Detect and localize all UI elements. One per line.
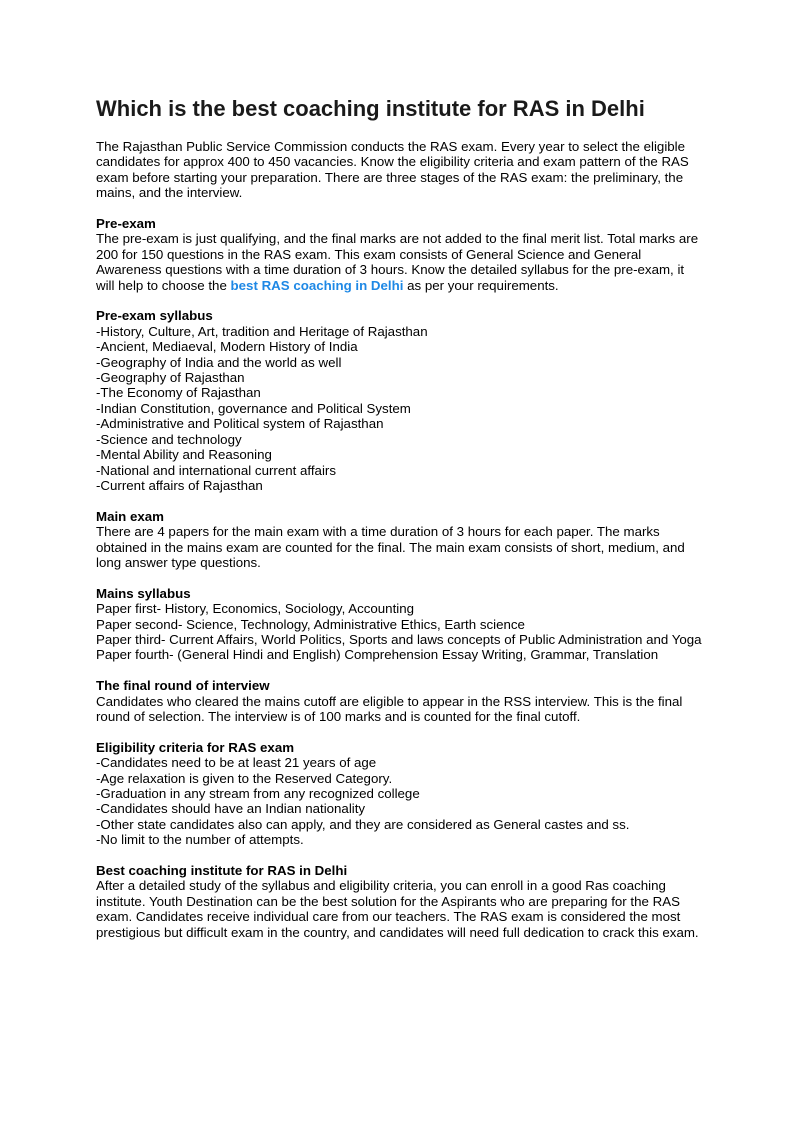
list-item: -Other state candidates also can apply, and they are considered as General castes and ss. <box>96 816 630 832</box>
pre-exam-text-after-link: as per your requirements. <box>403 277 559 293</box>
list-item: -The Economy of Rajasthan <box>96 385 261 401</box>
list-item: -Indian Constitution, governance and Political System <box>96 400 411 416</box>
list-item: -Candidates should have an Indian nationality <box>96 801 366 817</box>
mains-syllabus-section <box>96 586 706 663</box>
list-item: -Current affairs of Rajasthan <box>96 477 263 493</box>
pre-exam-syllabus-section <box>96 308 706 493</box>
list-item: -Ancient, Mediaeval, Modern History of India <box>96 339 358 355</box>
best-coaching-section <box>96 863 706 940</box>
pre-exam-text-before-link: The pre-exam is just qualifying, and the final marks are not added to the final merit list. Total marks are 200 for 150 questions in the RAS exam. This exam consists of General Science and General Awareness questions with a time duration of 3 hours. Know the detailed syllabus for the pre-exam, it will help to choose the <box>96 231 699 293</box>
main-exam-section <box>96 509 706 571</box>
list-item: -Science and technology <box>96 431 242 447</box>
list-item: -No limit to the number of attempts. <box>96 832 304 848</box>
main-exam-paragraph: There are 4 papers for the main exam with a time duration of 3 hours for each paper. The marks obtained in the mains exam are counted for the final. The main exam consists of short, medium, and long answer type questions. <box>96 524 685 570</box>
best-ras-coaching-link[interactable]: best RAS coaching in Delhi <box>230 277 404 293</box>
list-item: Paper first- History, Economics, Sociology, Accounting <box>96 601 415 617</box>
mains-syllabus-heading: Mains syllabus <box>96 585 191 601</box>
list-item: -National and international current affairs <box>96 462 336 478</box>
interview-heading: The final round of interview <box>96 678 270 694</box>
list-item: Paper second- Science, Technology, Administrative Ethics, Earth science <box>96 616 525 632</box>
list-item: -History, Culture, Art, tradition and Heritage of Rajasthan <box>96 323 428 339</box>
eligibility-section <box>96 740 706 848</box>
pre-exam-syllabus-list <box>96 324 706 493</box>
pre-exam-heading: Pre-exam <box>96 216 156 232</box>
intro-paragraph: The Rajasthan Public Service Commission conducts the RAS exam. Every year to select the eligible candidates for approx 400 to 450 vacancies. Know the eligibility criteria and exam pattern of the RAS exam before starting your preparation. There are three stages of the RAS exam: the preliminary, the mains, and the interview. <box>96 139 689 201</box>
page-title: Which is the best coaching institute for RAS in Delhi <box>96 96 645 121</box>
best-coaching-paragraph: After a detailed study of the syllabus and eligibility criteria, you can enroll in a good Ras coaching institute. Youth Destination can be the best solution for the Aspirants who are preparing for the RAS exam. Candidates receive individual care from our teachers. The RAS exam is considered the most prestigious but difficult exam in the country, and candidates will need full dedication to crack this exam. <box>96 878 699 940</box>
interview-section <box>96 678 706 724</box>
list-item: -Mental Ability and Reasoning <box>96 447 272 463</box>
eligibility-list <box>96 755 706 847</box>
list-item: -Administrative and Political system of Rajasthan <box>96 416 384 432</box>
list-item: -Age relaxation is given to the Reserved Category. <box>96 770 393 786</box>
list-item: Paper third- Current Affairs, World Politics, Sports and laws concepts of Public Administration and Yoga <box>96 631 702 647</box>
document-page <box>96 94 706 940</box>
mains-syllabus-list <box>96 601 706 663</box>
list-item: -Graduation in any stream from any recognized college <box>96 785 420 801</box>
best-coaching-heading: Best coaching institute for RAS in Delhi <box>96 862 348 878</box>
main-exam-heading: Main exam <box>96 508 164 524</box>
list-item: -Geography of India and the world as well <box>96 354 342 370</box>
list-item: -Candidates need to be at least 21 years of age <box>96 755 377 771</box>
eligibility-heading: Eligibility criteria for RAS exam <box>96 739 295 755</box>
list-item: Paper fourth- (General Hindi and English) Comprehension Essay Writing, Grammar, Translation <box>96 647 659 663</box>
list-item: -Geography of Rajasthan <box>96 370 245 386</box>
pre-exam-paragraph <box>96 231 706 293</box>
interview-paragraph: Candidates who cleared the mains cutoff are eligible to appear in the RSS interview. This is the final round of selection. The interview is of 100 marks and is counted for the final cutoff. <box>96 693 683 724</box>
pre-exam-section <box>96 216 706 293</box>
pre-exam-syllabus-heading: Pre-exam syllabus <box>96 308 213 324</box>
